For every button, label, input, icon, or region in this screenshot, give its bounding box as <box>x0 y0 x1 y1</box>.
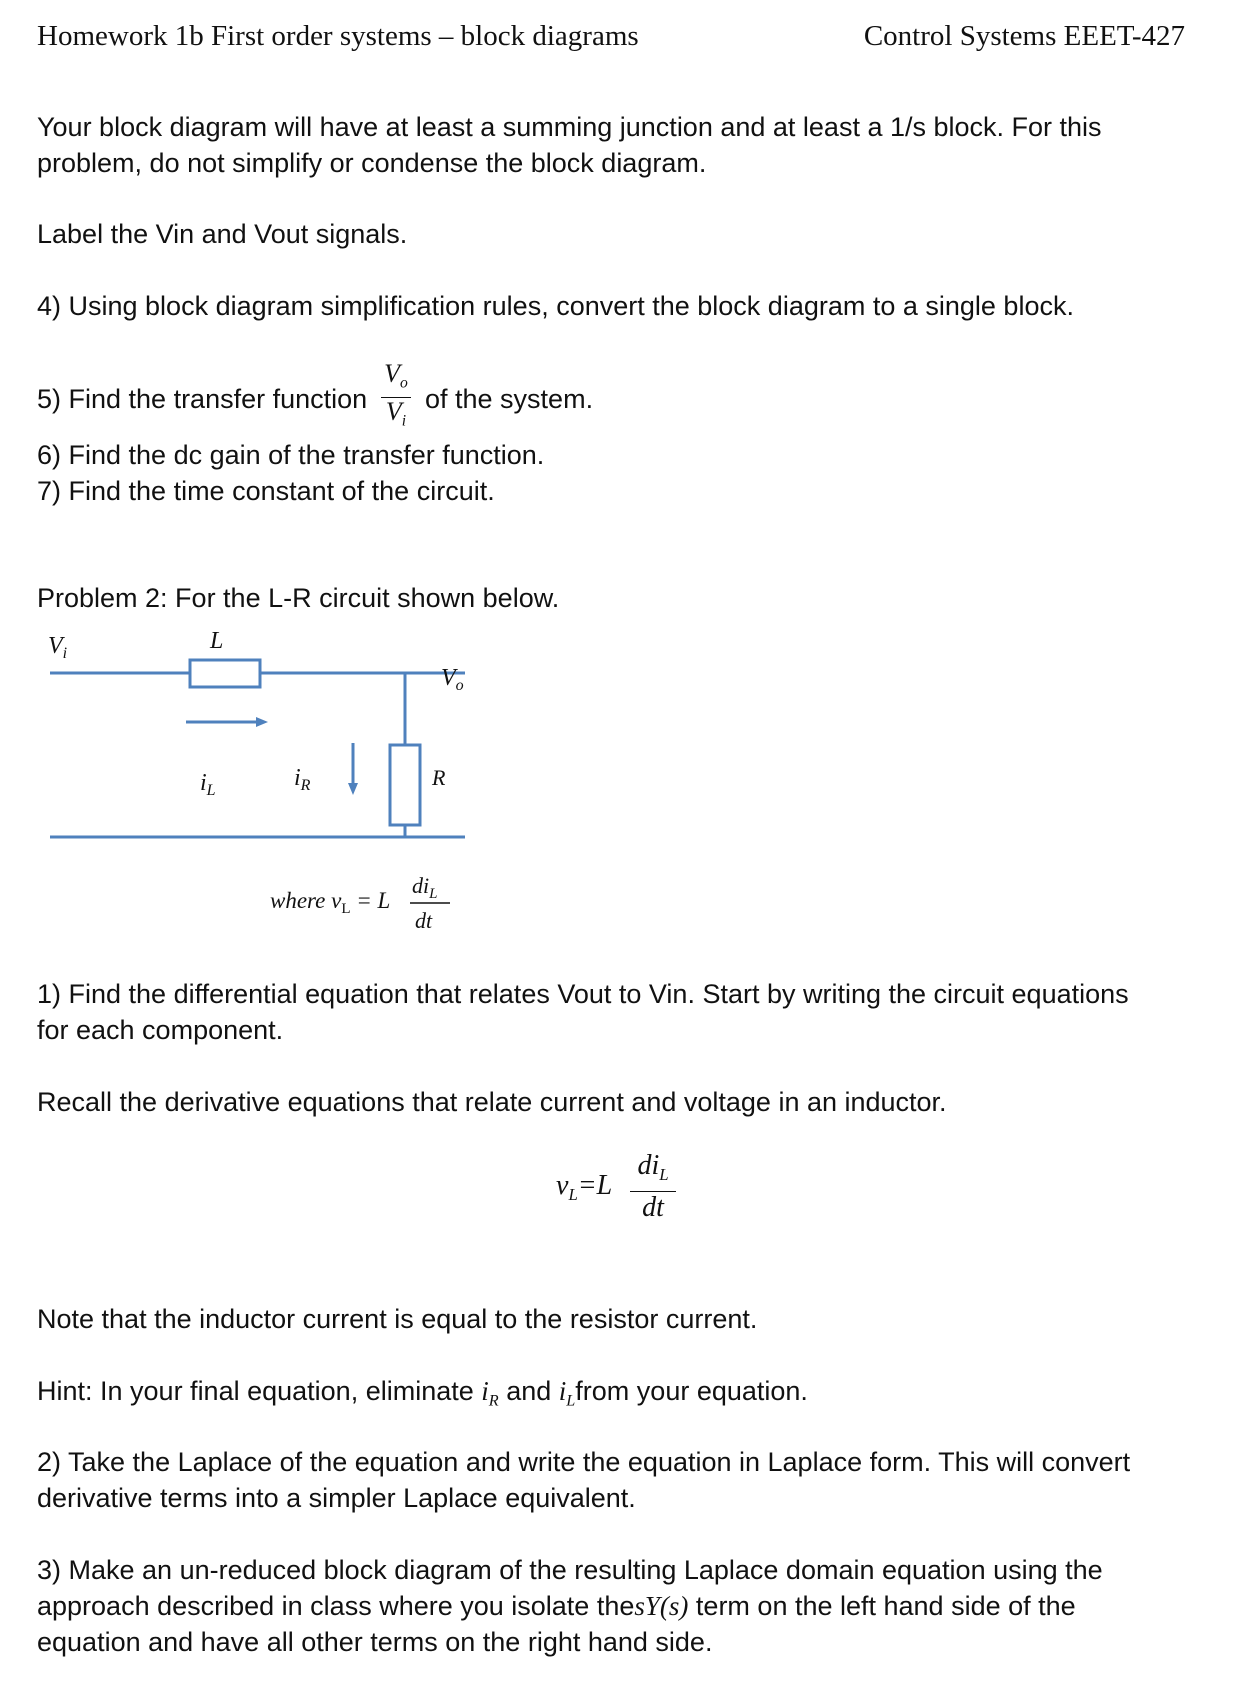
p2-question-3-line-3: equation and have all other terms on the right hand side. <box>37 1627 713 1657</box>
lr-circuit-diagram <box>40 625 480 955</box>
where-vl-text: where $v_L = L$ <box>270 888 391 917</box>
p2-question-3-line-2: approach described in class where you isolate thesY(s) term on the left hand side of the <box>37 1591 1076 1621</box>
intro-line-1: Your block diagram will have at least a summing junction and at least a 1/s block. For this <box>37 112 1102 142</box>
sy-of-s-term: sY(s) <box>634 1591 689 1621</box>
p2-question-2-line-1: 2) Take the Laplace of the equation and write the equation in Laplace form. This will convert <box>37 1447 1131 1477</box>
resistor-label: R <box>432 765 446 790</box>
inductor-symbol <box>190 660 260 687</box>
hint-line: Hint: In your final equation, eliminate $i_R$ and $i_Lfrom$ your equation. <box>37 1376 808 1410</box>
problem-2-title: Problem 2: For the L-R circuit shown below. <box>37 583 560 613</box>
recall-text: Recall the derivative equations that relate current and voltage in an inductor. <box>37 1087 947 1117</box>
p2-question-3-line-1: 3) Make an un-reduced block diagram of the resulting Laplace domain equation using the <box>37 1555 1103 1585</box>
label-signals-text: Label the Vin and Vout signals. <box>37 219 408 249</box>
question-4: 4) Using block diagram simplification rules, convert the block diagram to a single block. <box>37 291 1074 321</box>
p2-question-1-line-1: 1) Find the differential equation that relates Vout to Vin. Start by writing the circuit equations <box>37 979 1129 1009</box>
inductor-equation-lhs: $v_L=L$ <box>556 1170 613 1204</box>
note-text: Note that the inductor current is equal to the resistor current. <box>37 1304 758 1334</box>
question-5-suffix: of the system. <box>425 384 594 414</box>
ir-arrow-head <box>348 783 358 795</box>
il-arrow-head <box>256 717 268 727</box>
inductor-equation-fraction: $di_L$ dt <box>630 1150 676 1224</box>
where-numerator: $di_L$ <box>412 873 438 902</box>
q5-fraction: $V_o$ $V_i$ <box>381 360 411 436</box>
vi-label: $V_i$ <box>48 633 68 662</box>
p2-question-2-line-2: derivative terms into a simpler Laplace equivalent. <box>37 1483 636 1513</box>
p2-question-1-line-2: for each component. <box>37 1015 284 1045</box>
ir-current-label: $i_R$ <box>294 765 311 794</box>
question-6: 6) Find the dc gain of the transfer function. <box>37 440 545 470</box>
il-current-label: $i_L$ <box>200 770 216 799</box>
hint-il-symbol: $i_L$ <box>558 1376 576 1410</box>
header-right-title: Control Systems EEET-427 <box>863 20 1185 52</box>
inductor-label: L <box>210 628 224 654</box>
question-5-prefix: 5) Find the transfer function <box>37 384 368 414</box>
question-7: 7) Find the time constant of the circuit. <box>37 476 495 506</box>
where-denominator: dt <box>415 908 433 933</box>
vo-label: $V_o$ <box>441 665 464 694</box>
hint-ir-symbol: $i_R$ <box>481 1376 499 1410</box>
header-left-title: Homework 1b First order systems – block diagrams <box>37 20 639 52</box>
intro-line-2: problem, do not simplify or condense the block diagram. <box>37 148 707 178</box>
resistor-symbol <box>390 745 420 825</box>
